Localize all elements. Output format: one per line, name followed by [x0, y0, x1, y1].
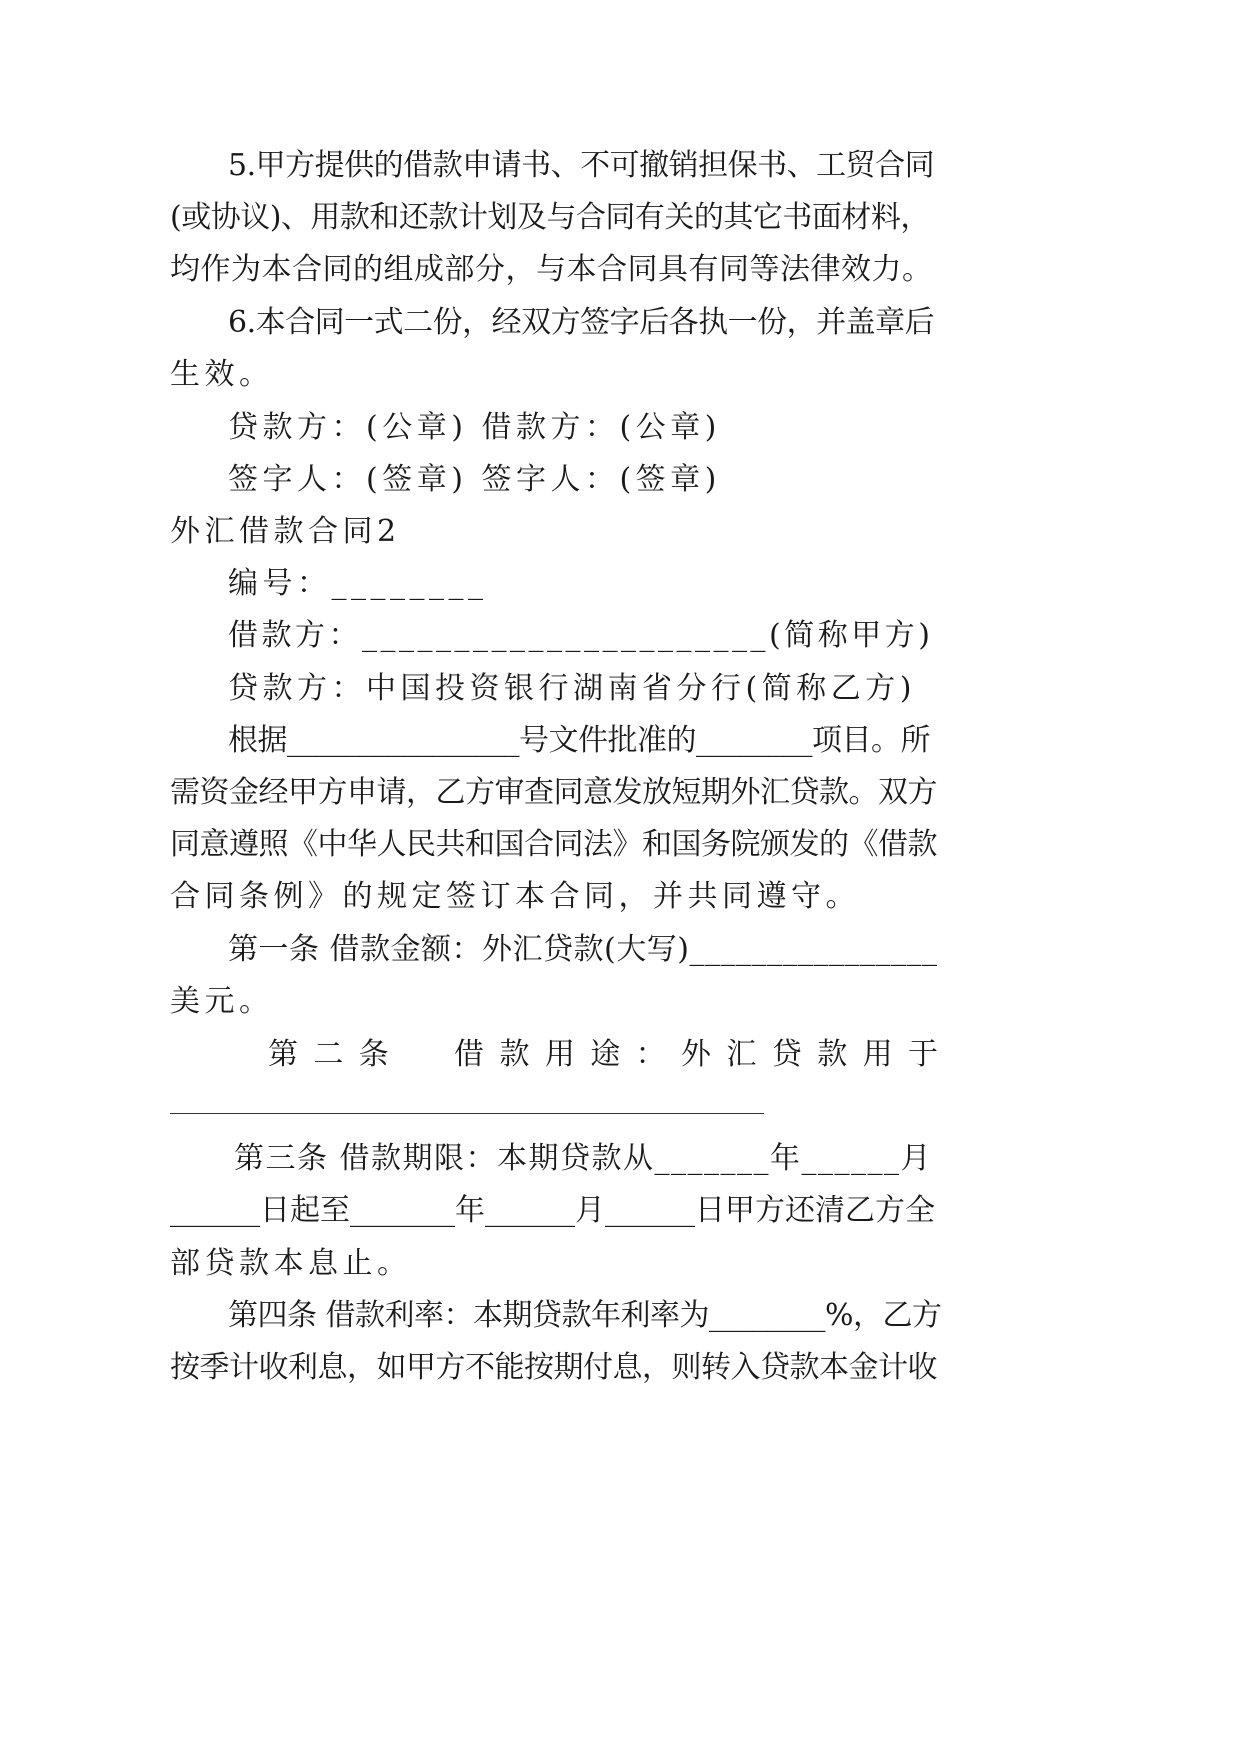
signer-line: 签字人：(签章) 签字人：(签章): [228, 462, 721, 497]
lender-line: 贷款方：中国投资银行湖南省分行(简称乙方): [228, 671, 916, 706]
clause5-line1: 5.甲方提供的借款申请书、不可撤销担保书、工贸合同: [228, 148, 935, 183]
basis-line3: 同意遵照《中华人民共和国合同法》和国务院颁发的《借款: [170, 827, 937, 862]
clause6-line1: 6.本合同一式二份，经双方签字后各执一份，并盖章后: [228, 305, 935, 340]
article1-line1: 第一条 借款金额：外汇贷款(大写)________________: [228, 932, 938, 967]
basis-line1: 根据________________号文件批准的________项目。所: [228, 723, 930, 758]
clause5-line3: 均作为本合同的组成部分，与本合同具有同等法律效力。: [170, 252, 933, 287]
clause6-line2: 生效。: [170, 357, 274, 392]
contract-number-line: 编号：________: [228, 566, 488, 601]
article1-line2: 美元。: [170, 984, 274, 1019]
article2-blank-rule: [170, 1113, 764, 1114]
article3-line1: 第三条 借款期限：本期贷款从_______年______月: [234, 1141, 933, 1176]
basis-line4: 合同条例》的规定签订本合同，并共同遵守。: [170, 879, 860, 914]
basis-line2: 需资金经甲方申请，乙方审查同意发放短期外汇贷款。双方: [170, 775, 937, 810]
article3-line3: 部贷款本息止。: [170, 1246, 412, 1281]
article2-line1: 第二条 借款用途：外汇贷款用于: [268, 1037, 938, 1072]
borrower-line: 借款方：______________________(简称甲方): [228, 618, 934, 653]
contract2-title: 外汇借款合同2: [170, 514, 401, 549]
article4-line2: 按季计收利息，如甲方不能按期付息，则转入贷款本金计收: [170, 1350, 937, 1385]
seal-line: 贷款方：(公章) 借款方：(公章): [228, 410, 721, 445]
article4-line1: 第四条 借款利率：本期贷款年利率为________%，乙方: [228, 1298, 942, 1333]
clause5-line2: (或协议)、用款和还款计划及与合同有关的其它书面材料，: [170, 200, 930, 235]
article3-line2: ______日起至_______年______月______日甲方还清乙方全: [170, 1193, 935, 1228]
